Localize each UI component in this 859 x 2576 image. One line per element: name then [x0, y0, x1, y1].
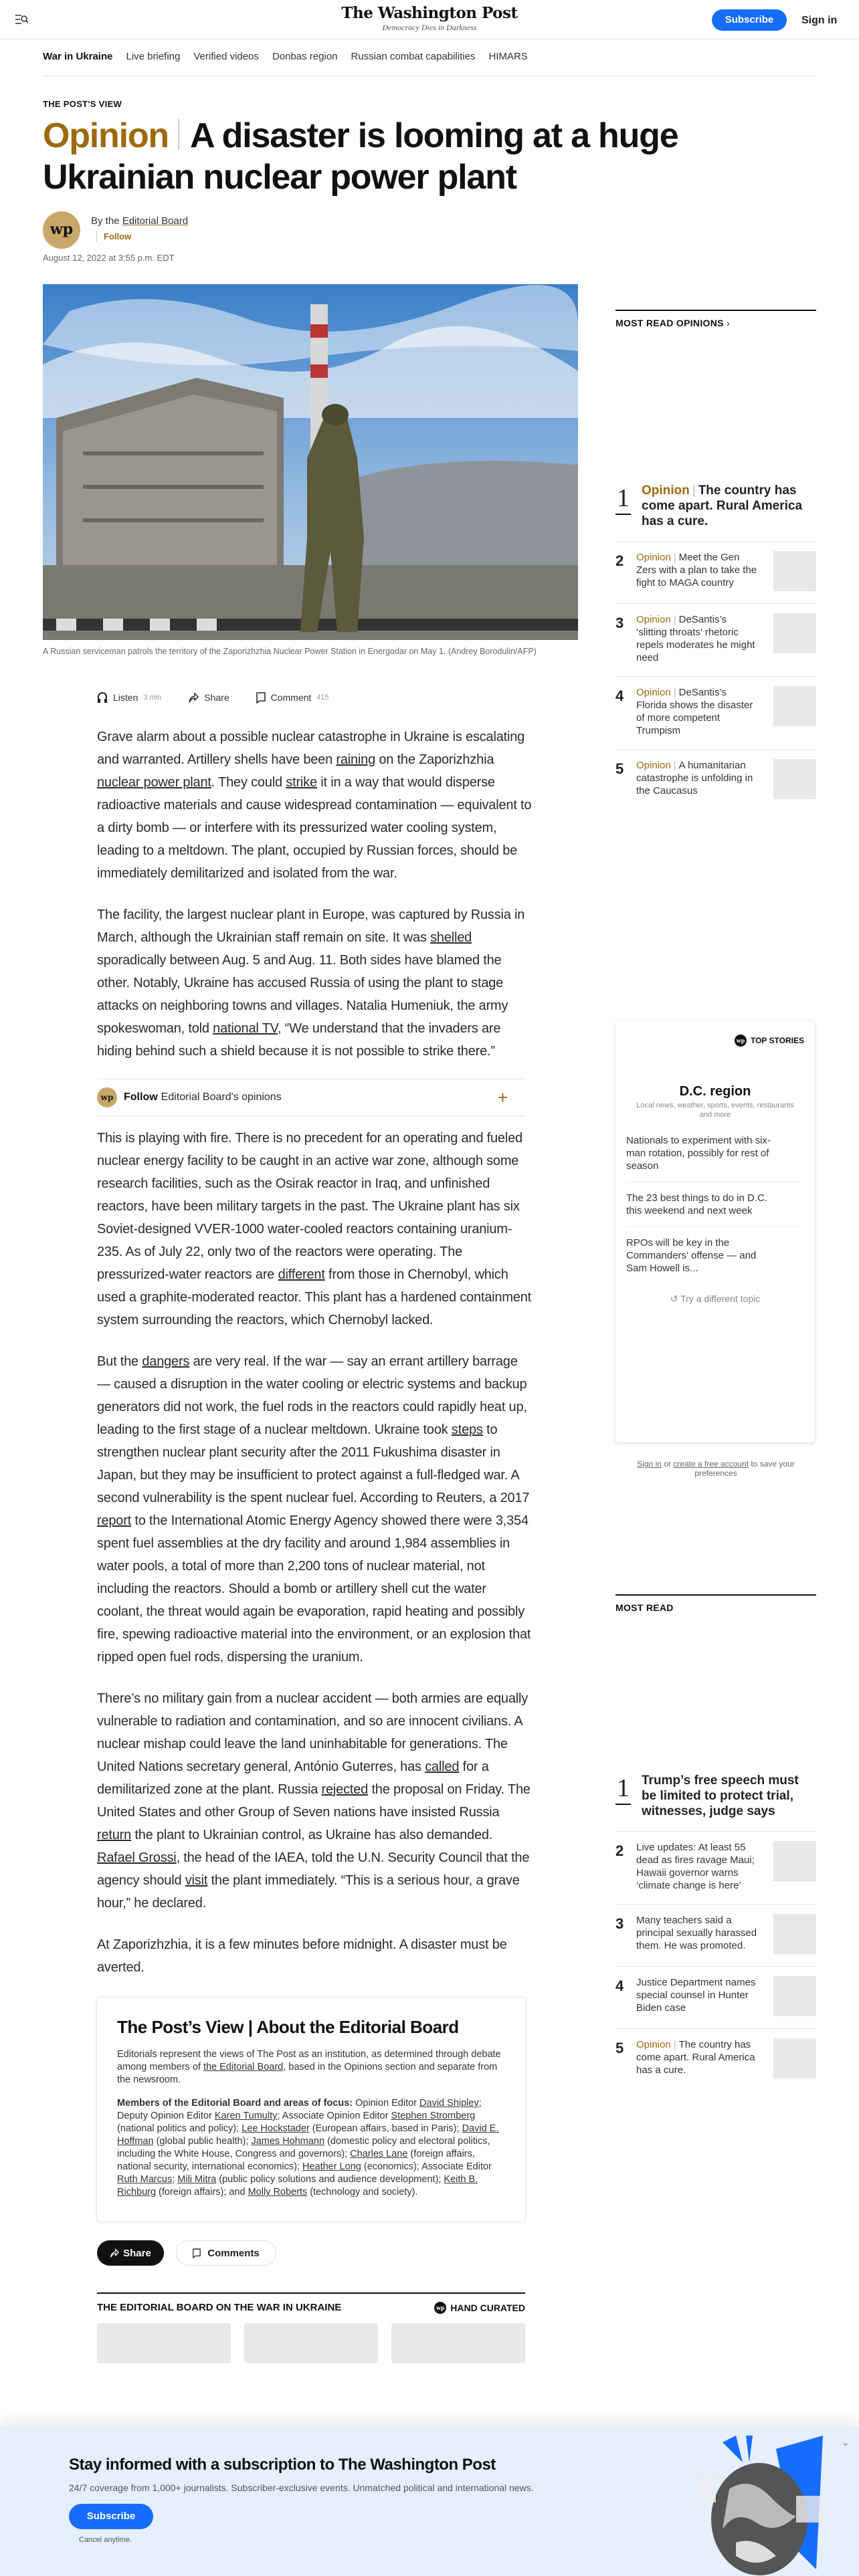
inline-link[interactable]: Charles Lane — [350, 2149, 408, 2159]
item-title: Trump’s free speech must be limited to protect trial, witnesses, judge says — [642, 1774, 799, 1818]
text-run: This is playing with fire. There is no precedent for an operating and fueled nuclear energy facility to be caught in an active war zone, although some research facilities, such as the Osirak reactor in Iraq, and unfinished reactors, have been military targets in the past. The Ukraine plant has six Soviet-designed VVER-1000 water-cooled reactors containing uranium-235. As of July 22, only two of the reactors were operating. The pressurized-water reactors are — [97, 1131, 522, 1282]
article-paragraph — [97, 1687, 532, 1915]
item-title-block — [636, 686, 760, 737]
item-title-block — [636, 2038, 760, 2078]
inline-link[interactable]: report — [97, 1513, 132, 1528]
inline-link[interactable]: visit — [185, 1873, 208, 1888]
most-read-item[interactable] — [615, 1773, 816, 1831]
top-story-link[interactable]: Nationals to experiment with six-man rotation, possibly for rest of season — [626, 1134, 804, 1182]
opinion-label: Opinion — [636, 2039, 671, 2050]
inline-link[interactable]: rejected — [321, 1782, 369, 1797]
most-read-opinion-item[interactable] — [615, 483, 816, 541]
text-run: (foreign affairs); and — [156, 2187, 248, 2197]
most-read-list — [615, 1773, 816, 2090]
thumbnail[interactable] — [773, 1976, 816, 2016]
text-run: . They could — [211, 775, 286, 790]
opinion-label[interactable]: Opinion — [43, 116, 169, 155]
follow-text: Editorial Board's opinions — [161, 1091, 282, 1103]
chevron-right-icon: › — [726, 318, 730, 328]
top-stories-widget — [615, 1021, 815, 1442]
kicker[interactable]: THE POST'S VIEW — [43, 99, 122, 109]
listen-label: Listen — [113, 692, 138, 703]
logo[interactable] — [262, 4, 597, 33]
lead-photo[interactable] — [43, 284, 578, 640]
divider: | — [673, 760, 676, 771]
inline-link[interactable]: Molly Roberts — [248, 2187, 308, 2197]
inline-link[interactable]: Karen Tumulty — [214, 2111, 278, 2121]
item-title-block — [636, 1841, 760, 1892]
bottom-actions — [97, 2240, 532, 2266]
topic-subtitle: Local news, weather, sports, events, restaurants and more — [636, 1101, 794, 1119]
comments-button-label: Comments — [207, 2247, 260, 2259]
text-run: At Zaporizhzhia, it is a few minutes before midnight. A disaster must be averted. — [97, 1937, 507, 1975]
banner-description: 24/7 coverage from 1,000+ journalists. Subscriber-exclusive events. Unmatched political and international news. — [69, 2482, 534, 2493]
refresh-icon: ↺ — [670, 1293, 678, 1304]
nav-russian-combat[interactable]: Russian combat capabilities — [351, 51, 476, 62]
top-story-link[interactable]: RPOs will be key in the Commanders’ offense — and Sam Howell is... — [626, 1237, 757, 1274]
inline-link[interactable]: strike — [286, 775, 317, 790]
article-actions — [97, 691, 329, 704]
headline-text: A disaster is looming at a huge Ukrainian nuclear power plant — [43, 116, 678, 197]
text-run: But the — [97, 1354, 142, 1369]
text-run: (foreign affairs, national security, international economics); — [117, 2149, 475, 2172]
top-story-link[interactable]: The 23 best things to do in D.C. this weekend and next week — [626, 1192, 804, 1227]
rank: 5 — [615, 760, 624, 777]
photo-caption: A Russian serviceman patrols the territory of the Zaporizhzhia Nuclear Power Station in Energodar on May 1. (Andrey Borodulin/AFP) — [43, 647, 537, 656]
text-run: to the International Atomic Energy Agency showed there were 3,354 spent fuel assemblies at the dry facility and around 1,984 assemblies in water pools, a total of more than 2,200 tons of nuclear material, not including the reactors. Should a bomb or artillery shell cut the water coolant, the threat would again be evaporation, rapid heating and possibly fire, spewing radioactive material into the environment, or an explosion that ripped open fuel rods, dispersing the uranium. — [97, 1513, 531, 1665]
about-members — [117, 2097, 505, 2199]
inline-link[interactable]: Stephen Stromberg — [391, 2111, 476, 2121]
item-title: Justice Department names special counsel in Hunter Biden case — [636, 1977, 756, 2014]
subscribe-button[interactable]: Subscribe — [712, 9, 787, 31]
thumbnail[interactable] — [773, 613, 816, 653]
thumbnail[interactable] — [773, 1914, 816, 1954]
byline-prefix: By the — [91, 215, 122, 227]
nav-verified-videos[interactable]: Verified videos — [193, 51, 259, 62]
collapse-banner-chevron-icon[interactable]: ⌄ — [842, 2437, 850, 2448]
inline-link[interactable]: return — [97, 1828, 132, 1842]
follow-author-button[interactable]: Follow — [96, 231, 131, 242]
related-card[interactable] — [391, 2323, 525, 2363]
topic-nav — [43, 51, 816, 76]
text-run: ; Associate Opinion Editor — [277, 2111, 391, 2121]
comment-icon — [193, 2248, 201, 2258]
most-read-item[interactable] — [615, 1831, 816, 1904]
section-title: THE EDITORIAL BOARD ON THE WAR IN UKRAINE — [97, 2302, 342, 2313]
sign-in-link[interactable]: Sign in — [637, 1459, 662, 1469]
item-title: A humanitarian catastrophe is unfolding in the Caucasus — [636, 760, 753, 796]
opinion-label: Opinion — [636, 760, 671, 771]
item-title: Many teachers said a principal sexually harassed them. He was promoted. — [636, 1915, 757, 1951]
share-button[interactable] — [97, 2240, 164, 2266]
rank: 1 — [615, 483, 631, 515]
text-run: Grave alarm about a possible nuclear catastrophe in Ukraine is escalating and warranted. Artillery shells have been — [97, 730, 525, 767]
most-read-item[interactable] — [615, 2028, 816, 2090]
divider: | — [692, 484, 696, 498]
text-run: (public policy solutions and audience development); — [216, 2174, 444, 2185]
inline-link[interactable]: Mili Mitra — [177, 2174, 217, 2185]
globe-illustration — [696, 2436, 830, 2576]
about-title: The Post’s View | About the Editorial Board — [117, 2017, 459, 2037]
top-stories-badge: TOP STORIES — [750, 1036, 804, 1045]
banner-title: Stay informed with a subscription to The Washington Post — [69, 2456, 496, 2474]
or-text: or — [661, 1459, 674, 1469]
related-cards — [97, 2323, 532, 2363]
thumbnail[interactable] — [773, 1841, 816, 1881]
opinion-label: Opinion — [636, 552, 671, 563]
thumbnail[interactable] — [773, 551, 816, 591]
item-title: The country has come apart. Rural America has a cure. — [636, 2039, 755, 2076]
comment-action[interactable] — [256, 692, 329, 704]
nav-war-in-ukraine[interactable]: War in Ukraine — [43, 51, 113, 62]
rank: 3 — [615, 1915, 624, 1932]
tagline: Democracy Dies in Darkness — [382, 23, 477, 32]
rank: 5 — [615, 2040, 624, 2056]
try-label: Try a different topic — [680, 1293, 761, 1304]
share-icon — [110, 2248, 119, 2258]
create-account-link[interactable]: create a free account — [673, 1459, 749, 1469]
most-read-opinions-header[interactable] — [615, 310, 816, 328]
save-preferences-note — [629, 1459, 803, 1478]
most-read-opinions-list — [615, 483, 816, 811]
hand-curated-badge — [434, 2302, 525, 2314]
comment-label: Comment — [270, 692, 312, 703]
item-title: DeSantis’s ‘slitting throats’ rhetoric repels moderates he might need — [636, 614, 755, 663]
text-run: , “We understand that the invaders are hiding behind such a shield because it is not possible to strike there.” — [97, 1021, 501, 1059]
topic-title: D.C. region — [679, 1084, 751, 1099]
inline-link[interactable]: called — [425, 1759, 460, 1774]
nav-himars[interactable]: HIMARS — [488, 51, 528, 62]
plus-icon[interactable]: + — [497, 1087, 508, 1107]
about-editorial-board-box — [97, 1998, 525, 2222]
nav-donbas-region[interactable]: Donbas region — [272, 51, 338, 62]
text-run: the plant immediately. “This is a serious hour, a grave hour,” he declared. — [97, 1873, 520, 1911]
text-run: to strengthen nuclear plant security after the 2011 Fukushima disaster in Japan, but they may be insufficient to protect against a full-fledged war. A second vulnerability is the spent nuclear fuel. According to Reuters, a 2017 — [97, 1422, 530, 1505]
divider — [178, 119, 179, 150]
item-title-block — [636, 613, 760, 664]
section-title: MOST READ OPINIONS — [615, 318, 724, 328]
item-title-block — [636, 551, 760, 591]
inline-link[interactable]: different — [278, 1267, 325, 1282]
thumbnail[interactable] — [773, 759, 816, 799]
about-description — [117, 2048, 505, 2086]
sign-in-link[interactable]: Sign in — [801, 15, 838, 26]
text-run: ; — [172, 2174, 178, 2185]
cancel-anytime-note: Cancel anytime. — [79, 2536, 132, 2544]
inline-link[interactable]: David Shipley — [419, 2098, 479, 2109]
text-run: Editorials represent the views of The Post as an institution, as determined through debate among members of — [117, 2049, 501, 2072]
inline-link[interactable]: James Hohmann — [251, 2136, 325, 2147]
item-title: Meet the Gen Zers with a plan to take the fight to MAGA country — [636, 552, 757, 588]
divider: | — [673, 687, 676, 698]
inline-link[interactable]: Keith B. Richburg — [117, 2174, 478, 2197]
related-card[interactable] — [97, 2323, 231, 2363]
text-run: on the Zaporizhzhia — [375, 752, 494, 767]
banner-subscribe-button[interactable]: Subscribe — [69, 2504, 153, 2529]
article-paragraph — [97, 726, 532, 885]
share-button-label: Share — [123, 2247, 151, 2259]
follow-editorial-board-bar[interactable] — [97, 1079, 525, 1116]
share-label: Share — [204, 692, 229, 703]
text-run: (European affairs, based in Paris); — [309, 2123, 462, 2134]
nuclear-plant-photo — [43, 284, 578, 640]
comment-icon — [256, 692, 266, 704]
inline-link[interactable]: David E. Hoffman — [117, 2123, 499, 2147]
article-paragraph — [97, 1350, 532, 1669]
nav-live-briefing[interactable]: Live briefing — [126, 51, 181, 62]
wp-logo-icon: wp — [735, 1035, 747, 1047]
text-run: (domestic policy and electoral politics, including the White House, Congress and governors); — [117, 2136, 490, 2159]
inline-link[interactable]: nuclear power plant — [97, 775, 211, 790]
text-run: , based in the Opinions section and separate from the newsroom. — [117, 2062, 498, 2085]
follow-label: Follow — [124, 1091, 158, 1103]
save-text: to save your preferences — [694, 1459, 795, 1478]
logo-text: The Washington Post — [341, 4, 518, 22]
divider: | — [673, 552, 676, 563]
try-different-topic-button[interactable] — [626, 1293, 804, 1305]
rank: 2 — [615, 1842, 624, 1859]
listen-duration: 3 min — [143, 693, 162, 702]
text-run: (national politics and policy); — [117, 2123, 242, 2134]
article-paragraph — [97, 1127, 532, 1331]
text-run: the proposal on Friday. The United States and other Group of Seven nations have insisted Russia — [97, 1782, 531, 1820]
text-run: the plant to Ukrainian control, as Ukraine has also demanded. — [131, 1828, 493, 1842]
badge-label: HAND CURATED — [450, 2302, 525, 2313]
text-run: from those in Chernobyl, which used a graphite-moderated reactor. This plant has a hardened containment system surrounding the reactors, which Chernobyl lacked. — [97, 1267, 531, 1327]
menu-search-icon[interactable] — [15, 13, 28, 25]
rank: 1 — [615, 1773, 631, 1805]
text-run: (economics); Associate Editor — [361, 2161, 492, 2172]
text-run: (global public health); — [153, 2136, 252, 2147]
subscription-banner — [0, 2426, 859, 2576]
opinion-label: Opinion — [636, 614, 671, 625]
opinion-label: Opinion — [642, 484, 690, 498]
wp-avatar-icon: wp — [97, 1087, 117, 1107]
share-action[interactable] — [188, 692, 229, 703]
inline-link[interactable]: the Editorial Board — [203, 2062, 284, 2072]
text-run: , the head of the IAEA, told the U.N. Security Council that the agency should — [97, 1850, 530, 1888]
item-title-block — [636, 1914, 760, 1954]
item-title: DeSantis’s Florida shows the disaster of more competent Trumpism — [636, 687, 753, 736]
publish-date: August 12, 2022 at 3:55 p.m. EDT — [43, 253, 175, 263]
most-read-header: MOST READ — [615, 1594, 816, 1613]
most-read-opinion-item[interactable] — [615, 676, 816, 749]
text-run: Opinion Editor — [353, 2098, 420, 2109]
article-paragraph — [97, 1933, 532, 1979]
inline-link[interactable]: steps — [451, 1422, 483, 1437]
opinion-label: Opinion — [636, 687, 671, 698]
inline-link[interactable]: Lee Hockstader — [242, 2123, 310, 2134]
article-paragraph — [97, 903, 532, 1063]
item-title-block — [636, 1976, 760, 2016]
text-run: The facility, the largest nuclear plant in Europe, was captured by Russia in March, although the Ukrainian staff remain on site. It was — [97, 907, 525, 945]
inline-link[interactable]: raining — [336, 752, 376, 767]
inline-link[interactable]: shelled — [430, 930, 472, 945]
inline-link[interactable]: Ruth Marcus — [117, 2174, 173, 2185]
editorial-board-section-header — [97, 2292, 525, 2314]
comments-button[interactable] — [176, 2240, 276, 2266]
inline-link[interactable]: dangers — [142, 1354, 190, 1369]
inline-link[interactable]: national TV — [213, 1021, 278, 1036]
site-header — [0, 0, 859, 39]
item-title-block — [636, 759, 760, 799]
most-read-item[interactable] — [615, 1904, 816, 1966]
avatar: wp — [43, 211, 80, 249]
text-run: (technology and society). — [307, 2187, 418, 2197]
rank: 3 — [615, 615, 624, 631]
text-run: sporadically between Aug. 5 and Aug. 11. Both sides have blamed the other. Notably, Ukraine has accused Russia of using the plant to stage attacks on neighboring towns and villages. Natalia Humeniuk, the army spokeswoman, told — [97, 953, 508, 1036]
headphones-icon — [97, 691, 108, 704]
wp-logo-icon: wp — [434, 2302, 446, 2314]
item-title: Live updates: At least 55 dead as fires ravage Maui; Hawaii governor warns ‘climate change is here’ — [636, 1842, 755, 1891]
inline-link[interactable]: Heather Long — [302, 2161, 361, 2172]
text-run: Members of the Editorial Board and areas of focus: — [117, 2098, 353, 2109]
byline — [91, 215, 188, 227]
most-read-opinion-item[interactable] — [615, 541, 816, 603]
rank: 2 — [615, 552, 624, 569]
divider: | — [673, 614, 676, 625]
thumbnail[interactable] — [773, 686, 816, 726]
comment-count: 415 — [316, 693, 329, 702]
related-card[interactable] — [244, 2323, 378, 2363]
rank: 4 — [615, 1977, 624, 1994]
item-title: The country has come apart. Rural America has a cure. — [642, 484, 803, 528]
rank: 4 — [615, 687, 624, 704]
page-title — [43, 115, 816, 198]
divider: | — [673, 2039, 676, 2050]
listen-button[interactable] — [97, 691, 161, 704]
text-run: for a demilitarized zone at the plant. Russia — [97, 1759, 489, 1797]
text-run: ; Deputy Opinion Editor — [117, 2098, 482, 2121]
most-read-item[interactable] — [615, 1966, 816, 2028]
text-run: it in a way that would disperse radioactive materials and cause widespread contamination — equivalent to a dirty bomb — or interfere with its pressurized water cooling system, leading to a meltdown. The plant, occupied by Russian forces, should be immediately demilitarized and isolated from the war. — [97, 775, 532, 881]
most-read-opinion-item[interactable] — [615, 749, 816, 811]
most-read-opinion-item[interactable] — [615, 603, 816, 676]
share-icon — [188, 692, 199, 703]
article-body — [97, 726, 532, 2363]
text-run: are very real. If the war — say an errant artillery barrage — caused a disruption in the water cooling or electric systems and backup generators did not work, the fuel rods in the reactors could rapidly heat up, leading to the first stage of a nuclear meltdown. Ukraine took — [97, 1354, 527, 1437]
author-link[interactable]: Editorial Board — [122, 215, 189, 227]
thumbnail[interactable] — [773, 2038, 816, 2078]
text-run: There’s no military gain from a nuclear accident — both armies are equally vulnerable to radiation and contamination, and so are innocent civilians. A nuclear mishap could leave the land uninhabitable for generations. The United Nations secretary general, António Guterres, has — [97, 1691, 529, 1774]
inline-link[interactable]: Rafael Grossi — [97, 1850, 177, 1865]
